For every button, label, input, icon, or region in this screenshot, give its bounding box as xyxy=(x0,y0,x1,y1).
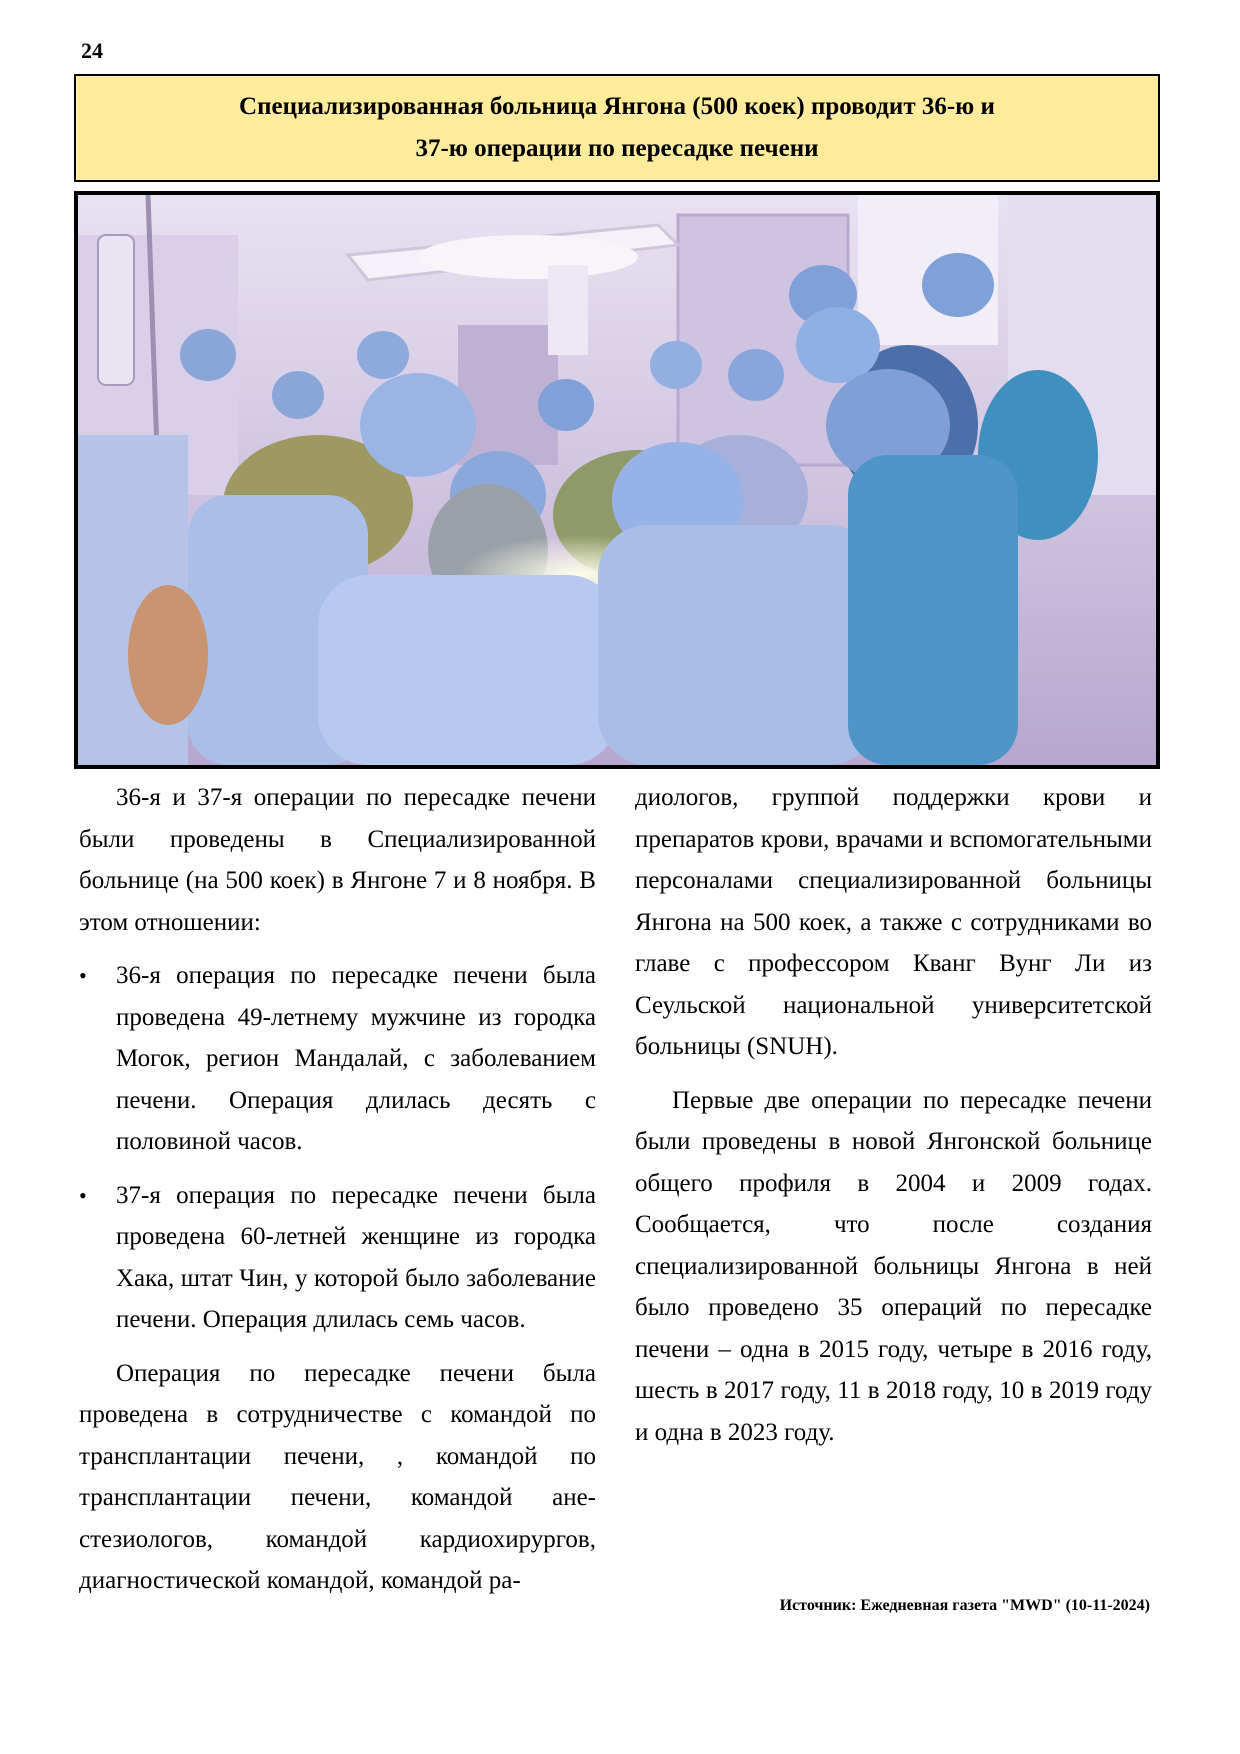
operations-list xyxy=(79,955,596,1341)
page-number: 24 xyxy=(81,38,103,63)
bullet-icon: • xyxy=(79,963,87,988)
list-item xyxy=(79,1175,596,1341)
cooperation-paragraph: Операция по пересадке печени была проведена в сотрудничестве с командой по трансплантации печени, , командой по трансплантации печени, командой анестезиологов, командой кардиохирургов, диагностической командой, командой ра- xyxy=(79,1359,596,1594)
right-column xyxy=(635,777,1152,1453)
intro-paragraph: 36-я и 37-я операции по пересадке печени были проведены в Специализированной больнице (на 500 коек) в Янгоне 7 и 8 ноября. В этом отношении: xyxy=(79,784,596,936)
operating-room-illustration xyxy=(78,195,1156,765)
article-title xyxy=(74,74,1160,182)
article-title-line-2: 37-ю операции по пересадке печени xyxy=(415,135,819,162)
list-item xyxy=(79,955,596,1163)
list-item-text: 36-я операция по пересадке печени была проведена 49-летнему мужчине из городка Могок, регион Мандалай, с заболеванием печени. Операция длилась десять с половиной часов. xyxy=(116,962,596,1155)
list-item-text: 37-я операция по пересадке печени была проведена 60-летней женщине из городка Хака, штат Чин, у которой было заболевание печени. Операция длилась семь часов. xyxy=(116,1181,596,1333)
cooperation-continuation: диологов, группой поддержки крови и препаратов крови, врачами и вспомогательными персоналами специализированной больницы Янгона на 500 коек, а также с сотрудниками во главе с профессором Кванг Вунг Ли из Сеульской национальной университетской больницы (SNUH). xyxy=(635,784,1152,1060)
left-column xyxy=(79,777,596,1602)
source-citation: Источник: Ежедневная газета "MWD" (10-11-2024) xyxy=(779,1597,1150,1614)
history-paragraph: Первые две операции по пересадке печени были проведены в новой Янгонской больнице общего профиля в 2004 и 2009 годах. Сообщается, что после создания специализированной больницы Янгона в ней было проведено 35 операций по пересадке печени – одна в 2015 году, четыре в 2016 году, шесть в 2017 году, 11 в 2018 году, 10 в 2019 году и одна в 2023 году. xyxy=(635,1086,1152,1446)
surgery-team-photo xyxy=(74,191,1160,769)
bullet-icon: • xyxy=(79,1182,87,1208)
article-title-line-1: Специализированная больница Янгона (500 коек) проводит 36-ю и xyxy=(239,93,995,120)
